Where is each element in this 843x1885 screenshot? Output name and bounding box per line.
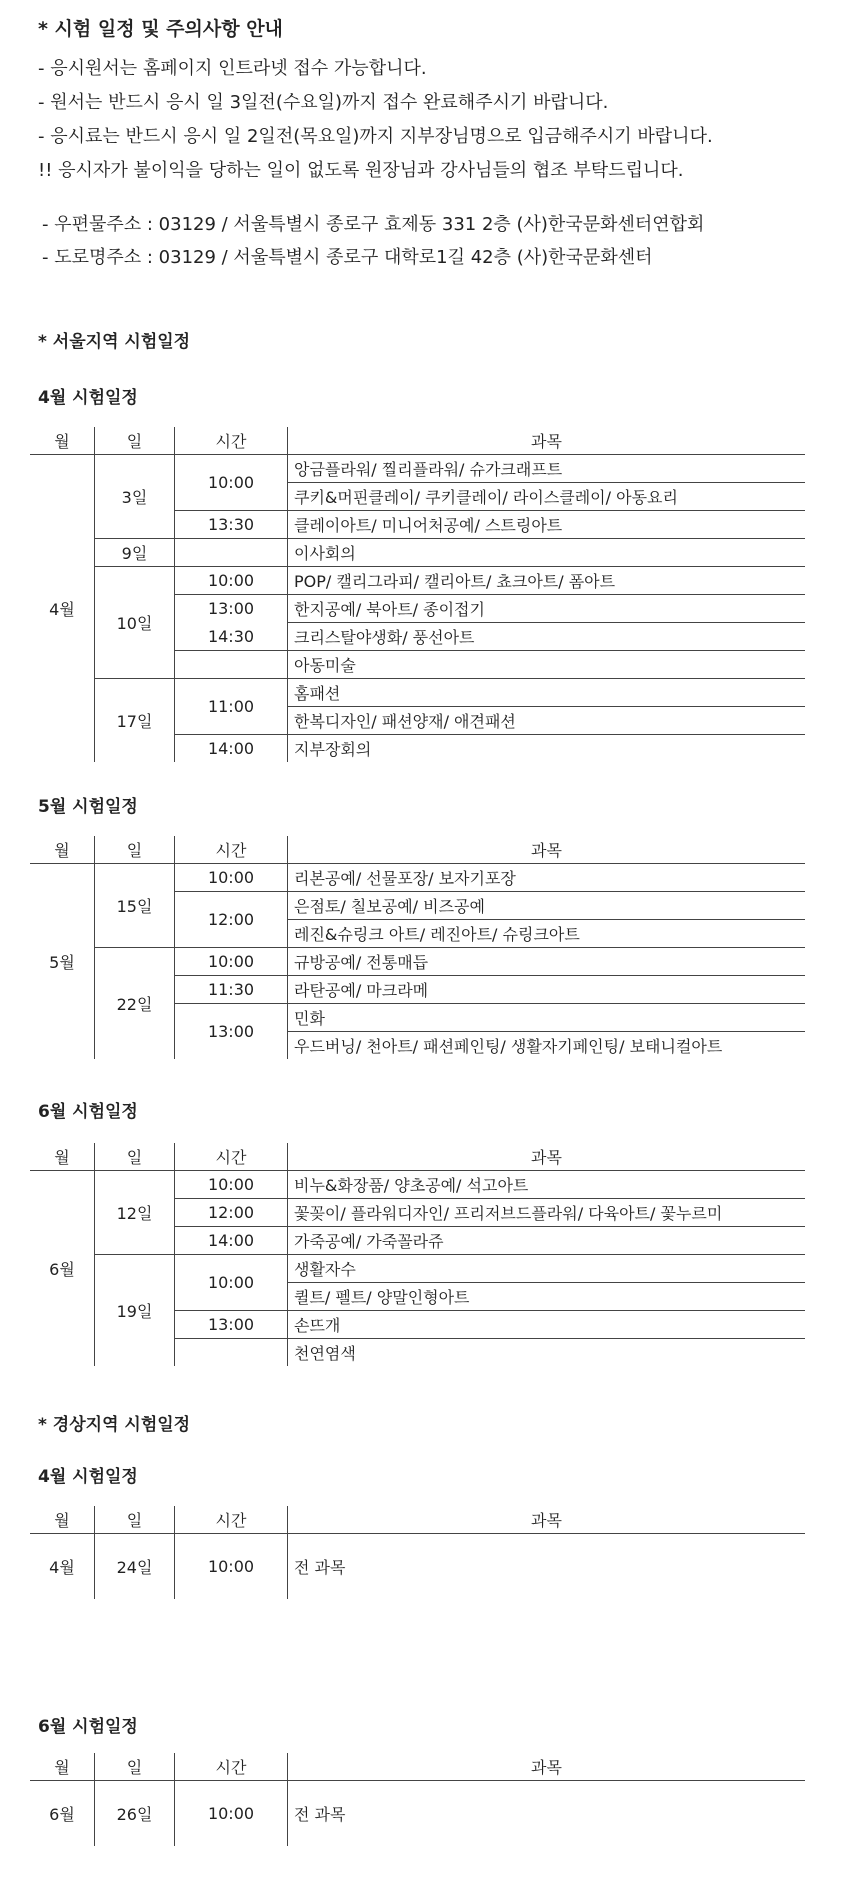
table-row (30, 1171, 805, 1199)
month-title: 4월 시험일정 (38, 388, 138, 408)
address-list (42, 208, 704, 274)
time-cell: 13:00 (175, 1004, 288, 1060)
subject-cell: 클레이아트/ 미니어처공예/ 스트링아트 (288, 511, 806, 539)
time-cell: 11:00 (175, 679, 288, 735)
subject-cell: 생활자수 (288, 1255, 806, 1283)
time-cell: 10:00 (175, 1255, 288, 1311)
day-cell: 12일 (95, 1171, 175, 1255)
table-row (30, 455, 805, 483)
header-month: 월 (30, 1143, 95, 1171)
time-cell (175, 1339, 288, 1367)
time-cell: 10:00 (175, 864, 288, 892)
notice-line: - 응시원서는 홈페이지 인트라넷 접수 가능합니다. (38, 58, 427, 79)
header-subject: 과목 (288, 836, 806, 864)
time-cell: 12:00 (175, 1199, 288, 1227)
time-cell: 10:00 (175, 1534, 288, 1600)
table-header-row (30, 1753, 805, 1781)
subject-cell: 규방공예/ 전통매듭 (288, 948, 806, 976)
subject-cell: 민화 (288, 1004, 806, 1032)
header-month: 월 (30, 836, 95, 864)
time-cell (175, 651, 288, 679)
subject-cell: 전 과목 (294, 1558, 346, 1577)
subject-cell: POP/ 캘리그라피/ 캘리아트/ 쵸크아트/ 폼아트 (288, 567, 806, 595)
day-cell: 10일 (95, 567, 175, 679)
schedule-table-seoul-june (30, 1143, 805, 1366)
day-cell: 3일 (95, 455, 175, 539)
schedule-table-seoul-april (30, 427, 805, 762)
postal-address: - 우편물주소 : 03129 / 서울특별시 종로구 효제동 331 2층 (사)한국문화센터연합회 (42, 214, 705, 235)
notice-title: * 시험 일정 및 주의사항 안내 (38, 18, 283, 40)
time-cell: 10:00 (175, 1781, 288, 1847)
subject-cell: 우드버닝/ 천아트/ 패션페인팅/ 생활자기페인팅/ 보태니컬아트 (294, 1037, 723, 1056)
time-cell: 13:00 (175, 595, 288, 623)
header-time: 시간 (175, 427, 288, 455)
region-title-gyeongsang: * 경상지역 시험일정 (38, 1415, 191, 1435)
schedule-table-seoul-may (30, 836, 805, 1059)
header-day: 일 (95, 427, 175, 455)
subject-cell: 아동미술 (288, 651, 806, 679)
header-time: 시간 (175, 1506, 288, 1534)
day-cell: 15일 (95, 864, 175, 948)
month-cell: 4월 (30, 1534, 95, 1600)
header-subject: 과목 (288, 1753, 806, 1781)
header-subject: 과목 (288, 427, 806, 455)
subject-cell: 레진&슈링크 아트/ 레진아트/ 슈링크아트 (288, 920, 806, 948)
table-row (30, 567, 805, 595)
time-cell: 10:00 (175, 455, 288, 511)
day-cell: 9일 (95, 539, 175, 567)
header-day: 일 (95, 1506, 175, 1534)
subject-cell: 한복디자인/ 패션양재/ 애견패션 (288, 707, 806, 735)
time-cell: 14:30 (175, 623, 288, 651)
schedule-table-gyeongsang-april (30, 1506, 805, 1599)
subject-cell: 비누&화장품/ 양초공예/ 석고아트 (288, 1171, 806, 1199)
table-header-row (30, 1506, 805, 1534)
subject-cell: 가죽공예/ 가죽꼴라쥬 (288, 1227, 806, 1255)
table-row (30, 948, 805, 976)
time-cell: 10:00 (175, 948, 288, 976)
time-cell: 13:30 (175, 511, 288, 539)
table-header-row (30, 836, 805, 864)
subject-cell: 홈패션 (288, 679, 806, 707)
time-cell: 10:00 (175, 1171, 288, 1199)
header-subject: 과목 (288, 1506, 806, 1534)
day-cell: 26일 (95, 1781, 175, 1847)
region-title-seoul: * 서울지역 시험일정 (38, 332, 191, 352)
month-cell: 5월 (30, 864, 95, 1060)
month-cell: 6월 (30, 1171, 95, 1367)
notice-line: - 원서는 반드시 응시 일 3일전(수요일)까지 접수 완료해주시기 바랍니다. (38, 92, 609, 113)
notice-list (38, 52, 713, 188)
subject-cell: 쿠키&머핀클레이/ 쿠키클레이/ 라이스클레이/ 아동요리 (288, 483, 806, 511)
header-day: 일 (95, 836, 175, 864)
subject-cell: 라탄공예/ 마크라메 (288, 976, 806, 1004)
header-month: 월 (30, 427, 95, 455)
notice-line: !! 응시자가 불이익을 당하는 일이 없도록 원장님과 강사님들의 협조 부탁드립니다. (38, 160, 684, 181)
header-time: 시간 (175, 1143, 288, 1171)
time-cell (175, 539, 288, 567)
subject-cell: 은점토/ 칠보공예/ 비즈공예 (288, 892, 806, 920)
time-cell: 14:00 (175, 1227, 288, 1255)
subject-cell: 천연염색 (294, 1344, 356, 1363)
day-cell: 17일 (95, 679, 175, 763)
time-cell: 14:00 (175, 735, 288, 763)
table-header-row (30, 427, 805, 455)
table-row (30, 1781, 805, 1847)
subject-cell: 지부장회의 (294, 740, 372, 759)
day-cell: 22일 (95, 948, 175, 1060)
subject-cell: 손뜨개 (288, 1311, 806, 1339)
header-month: 월 (30, 1753, 95, 1781)
table-row (30, 679, 805, 707)
header-day: 일 (95, 1143, 175, 1171)
notice-line: - 응시료는 반드시 응시 일 2일전(목요일)까지 지부장님명으로 입금해주시기 바랍니다. (38, 126, 713, 147)
table-row (30, 1255, 805, 1283)
month-title: 6월 시험일정 (38, 1102, 138, 1122)
road-address: - 도로명주소 : 03129 / 서울특별시 종로구 대학로1길 42층 (사)한국문화센터 (42, 247, 653, 268)
schedule-table-gyeongsang-june (30, 1753, 805, 1846)
header-day: 일 (95, 1753, 175, 1781)
time-cell: 13:00 (175, 1311, 288, 1339)
table-row (30, 539, 805, 567)
header-month: 월 (30, 1506, 95, 1534)
table-row (30, 864, 805, 892)
subject-cell: 리본공예/ 선물포장/ 보자기포장 (288, 864, 806, 892)
table-header-row (30, 1143, 805, 1171)
month-cell: 4월 (30, 455, 95, 763)
header-time: 시간 (175, 1753, 288, 1781)
header-subject: 과목 (288, 1143, 806, 1171)
subject-cell: 꽃꽂이/ 플라워디자인/ 프리저브드플라워/ 다육아트/ 꽃누르미 (288, 1199, 806, 1227)
time-cell: 10:00 (175, 567, 288, 595)
month-title: 4월 시험일정 (38, 1467, 138, 1487)
subject-cell: 크리스탈야생화/ 풍선아트 (288, 623, 806, 651)
table-row (30, 1534, 805, 1600)
subject-cell: 이사회의 (288, 539, 806, 567)
month-cell: 6월 (30, 1781, 95, 1847)
month-title: 5월 시험일정 (38, 797, 138, 817)
subject-cell: 앙금플라워/ 찔리플라워/ 슈가크래프트 (288, 455, 806, 483)
time-cell: 12:00 (175, 892, 288, 948)
header-time: 시간 (175, 836, 288, 864)
subject-cell: 한지공예/ 북아트/ 종이접기 (288, 595, 806, 623)
time-cell: 11:30 (175, 976, 288, 1004)
day-cell: 19일 (95, 1255, 175, 1367)
subject-cell: 전 과목 (294, 1805, 346, 1824)
month-title: 6월 시험일정 (38, 1717, 138, 1737)
subject-cell: 퀼트/ 펠트/ 양말인형아트 (288, 1283, 806, 1311)
day-cell: 24일 (95, 1534, 175, 1600)
